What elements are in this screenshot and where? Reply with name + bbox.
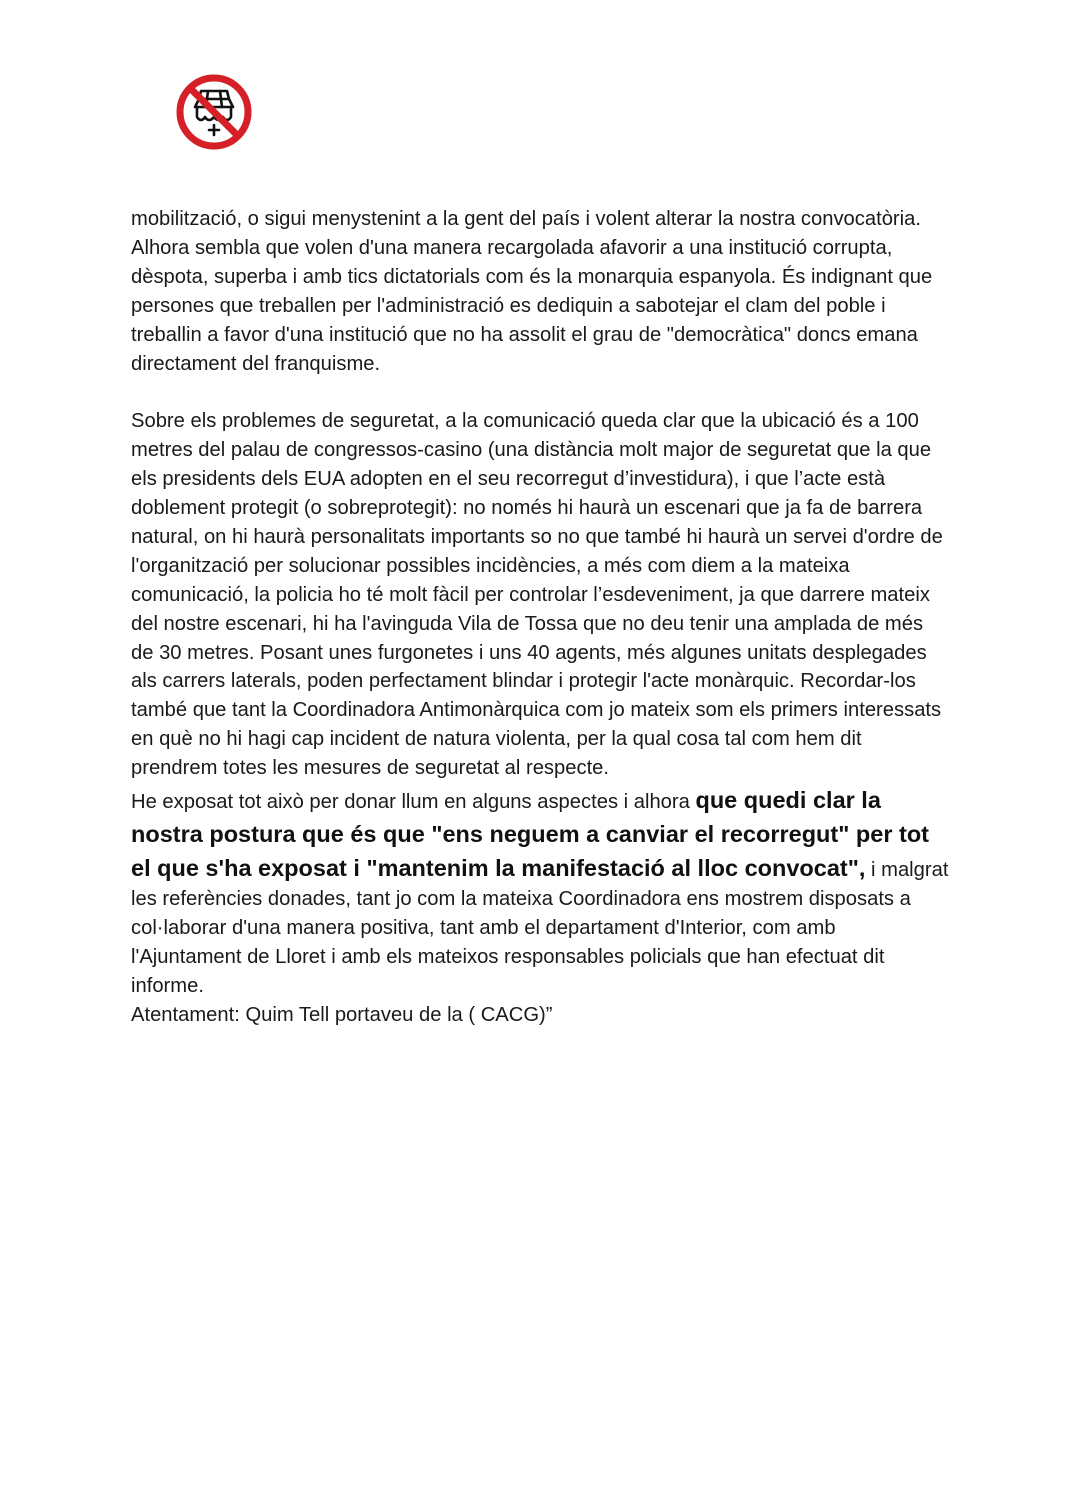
paragraph-1: mobilització, o sigui menystenint a la gent del país i volent alterar la nostra convocatòria. Alhora sembla que volen d'una manera recargolada afavorir a una institució corrupta, dèspota, superba i amb tics dictatorials com és la monarquia espanyola. És indignant que persones que treballen per l'administració es dediquin a sabotejar el clam del poble i treballin a favor d'una institució que no ha assolit el grau de "democràtica" doncs emana directament del franquisme. [131,208,933,375]
paragraph-3 [131,783,951,1001]
letter-body [131,205,951,1030]
paragraph-3-start: He exposat tot això per donar llum en alguns aspectes i alhora [131,791,696,814]
paragraph-2: Sobre els problemes de seguretat, a la comunicació queda clar que la ubicació és a 100 metres del palau de congressos-casino (una distància molt major de seguretat que la que els presidents dels EUA adopten en el seu recorregut d’investidura), i que l’acte està doblement protegit (o sobreprotegit): no només hi haurà un escenari que ja fa de barrera natural, on hi haurà personalitats importants so no que també hi haurà un servei d'ordre de l'organització per solucionar possibles incidències, a més com diem a la mateixa comunicació, la policia ho té molt fàcil per controlar l’esdeveniment, ja que darrere mateix del nostre escenari, hi ha l'avinguda Vila de Tossa que no deu tenir una amplada de més de 30 metres. Posant unes furgonetes i uns 40 agents, més algunes unitats desplegades als carrers laterals, poden perfectament blindar i protegir l'acte monàrquic. Recordar-los també que tant la Coordinadora Antimonàrquica com jo mateix som els primers interessats en què no hi hagi cap incident de natura violenta, per la qual cosa tal com hem dit prendrem totes les mesures de seguretat al respecte. [131,410,943,780]
paragraph-spacer [131,378,951,407]
closing-signature: Atentament: Quim Tell portaveu de la ( CACG)” [131,1003,553,1026]
paragraph-3-end: i malgrat les referències donades, tant jo com la mateixa Coordinadora ens mostrem disposats a col·laborar d'una manera positiva, tant amb el departament d'Interior, com amb l'Ajuntament de Lloret i amb els mateixos responsables policials que han efectuat dit informe. [131,859,949,997]
paragraph-3-emphasis: que quedi clar la nostra postura que és que "ens neguem a canviar el recorregut" per tot el que s'ha exposat i "mantenim la manifestació al lloc convocat", [131,787,930,882]
no-crown-icon [175,73,253,151]
